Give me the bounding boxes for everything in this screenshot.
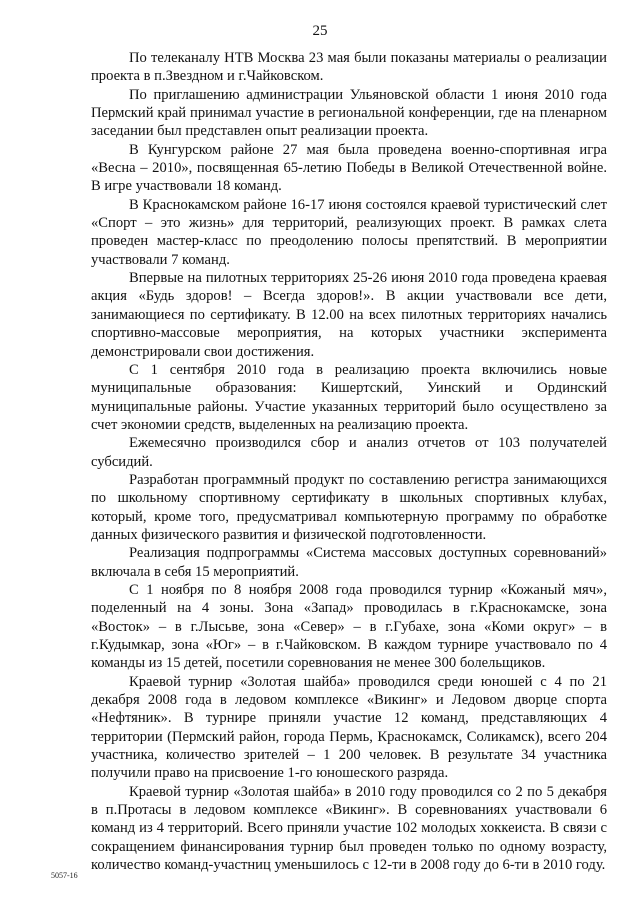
paragraph-golden-puck-2010: Краевой турнир «Золотая шайба» в 2010 году проводился со 2 по 5 декабря в п.Протасы в ледовом комплексе «Викинг». В соревнованиях участвовали 6 команд из 4 территорий. Всего приняли участие 102 молодых хоккеиста. В связи с сокращением финансирования турнир был проведен только по одному возрасту, количество команд-участниц уменьшилось с 12-ти в 2008 году до 6-ти в 2010 году. (91, 783, 607, 874)
paragraph-monthly-reports: Ежемесячно производился сбор и анализ отчетов от 103 получателей субсидий. (91, 435, 607, 470)
paragraph-subprogram: Реализация подпрограммы «Система массовых доступных соревнований» включала в себя 15 мероприятий. (91, 545, 607, 580)
paragraph-kungur-game: В Кунгурском районе 27 мая была проведена военно-спортивная игра «Весна – 2010», посвященная 65-летию Победы в Великой Отечественной войне. В игре участвовали 18 команд. (91, 141, 607, 195)
paragraph-golden-puck-2008: Краевой турнир «Золотая шайба» проводился среди юношей с 4 по 21 декабря 2008 года в ледовом комплексе «Викинг» и Ледовом дворце спорта «Нефтяник». В турнире приняли участие 12 команд, представляющих 4 территории (Пермский район, города Пермь, Краснокамск, Соликамск), всего 204 участника, количество зрителей – 1 200 человек. В результате 34 участника получили право на присвоение 1-го юношеского разряда. (91, 673, 607, 782)
paragraph-new-municipalities: С 1 сентября 2010 года в реализацию проекта включились новые муниципальные образования: Кишертский, Уинский и Ординский муниципальные районы. Участие указанных территорий было осуществлено за счет экономии средств, выделенных на реализацию проекта. (91, 361, 607, 433)
paragraph-krasnokamsk-rally: В Краснокамском районе 16-17 июня состоялся краевой туристический слет «Спорт – это жизнь» для территорий, реализующих проект. В рамках слета проведен мастер-класс по преодолению полосы препятствий. В мероприятии участвовали 7 команд. (91, 196, 607, 268)
footer-code: 5057-16 (51, 871, 78, 880)
document-body (91, 49, 607, 874)
paragraph-software-product: Разработан программный продукт по составлению регистра занимающихся по школьному спортивному сертификату в школьных спортивных клубах, который, кроме того, предусматривал компьютерную программу по обработке данных физического развития и физической подготовленности. (91, 471, 607, 543)
paragraph-ntv-broadcast: По телеканалу НТВ Москва 23 мая были показаны материалы о реализации проекта в п.Звездном и г.Чайковском. (91, 50, 607, 85)
paragraph-ulyanovsk-conference: По приглашению администрации Ульяновской области 1 июня 2010 года Пермский край принимал участие в региональной конференции, где на пленарном заседании был представлен опыт реализации проекта. (91, 86, 607, 140)
paragraph-leather-ball: С 1 ноября по 8 ноября 2008 года проводился турнир «Кожаный мяч», поделенный на 4 зоны. Зона «Запад» проводилась в г.Краснокамске, зона «Восток» – в г.Лысьве, зона «Север» – в г.Губахе, зона «Коми округ» – в г.Кудымкар, зона «Юг» – в г.Чайковском. В каждом турнире участвовало по 4 команды из 15 детей, посетили соревнования не менее 300 болельщиков. (91, 581, 607, 672)
page-number: 25 (312, 23, 328, 39)
paragraph-health-campaign: Впервые на пилотных территориях 25-26 июня 2010 года проведена краевая акция «Будь здоров! – Всегда здоров!». В акции участвовали все дети, занимающиеся по сертификату. В 12.00 на всех пилотных территориях начались спортивно-массовые мероприятия, на которых участники эксперимента демонстрировали свои достижения. (91, 270, 607, 360)
